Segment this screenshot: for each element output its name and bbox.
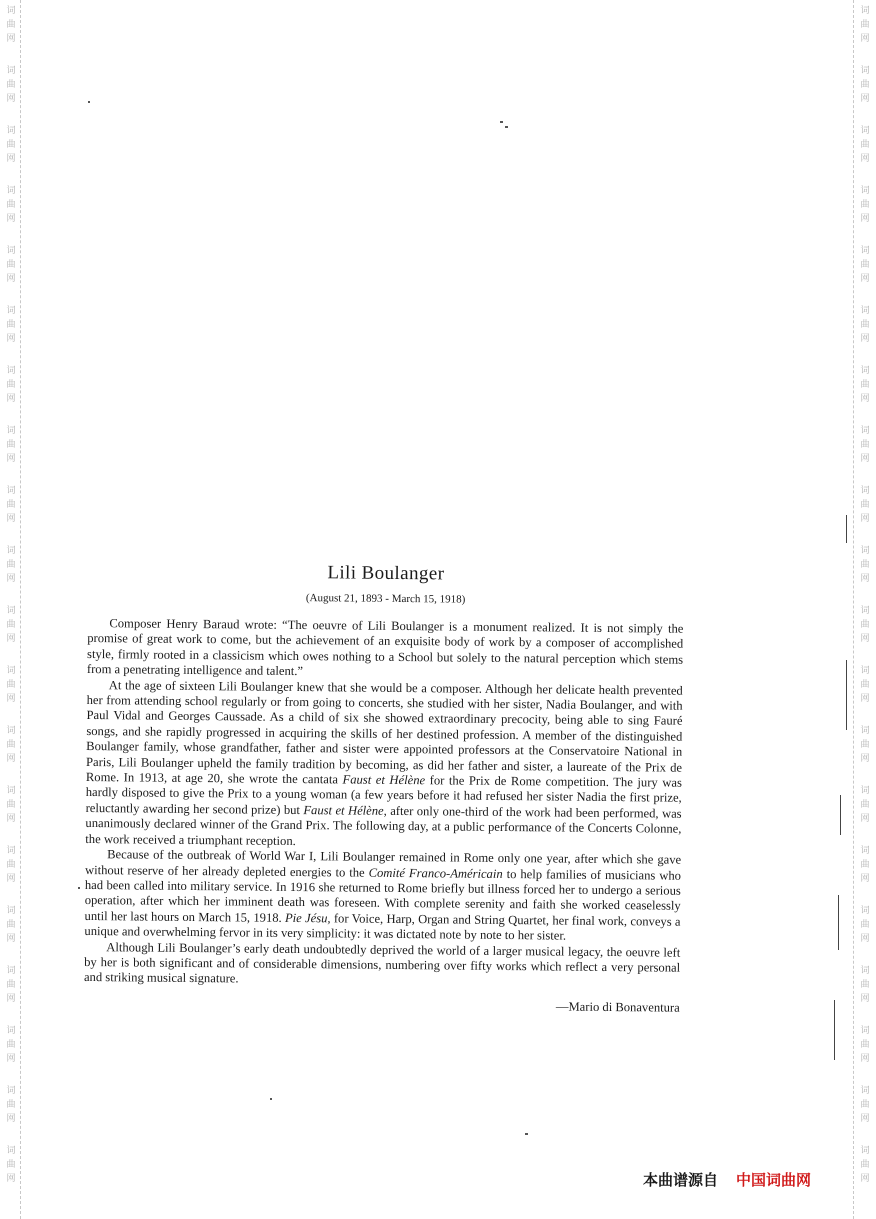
- watermark-group: [6, 304, 15, 364]
- watermark-char: 词: [860, 546, 870, 556]
- watermark-group: [6, 964, 15, 1024]
- watermark-char: 曲: [6, 1100, 16, 1110]
- watermark-char: 曲: [860, 260, 870, 270]
- watermark-char: 网: [6, 274, 16, 284]
- scan-speck: [525, 1133, 528, 1135]
- watermark-char: 曲: [860, 80, 870, 90]
- watermark-char: 网: [6, 334, 16, 344]
- watermark-group: [860, 184, 869, 244]
- paragraph-text: Although Lili Boulanger’s early death undoubtedly deprived the world of a larger musical legacy, the oeuvre left by her is both significant and of considerable dimensions, numbering over fifty works which reflect a very personal and striking musical signature.: [83, 939, 681, 986]
- watermark-group: [6, 904, 15, 964]
- watermark-char: 曲: [860, 980, 870, 990]
- watermark-group: [6, 124, 15, 184]
- watermark-char: 曲: [860, 1100, 870, 1110]
- paragraph-text: Composer Henry Baraud wrote: “The oeuvre of Lili Boulanger is a monument realized. It is not simply the promise of great work to come, but the achievement of an exquisite body of work by a composer of accomplished style, firmly rooted in a classicism which owes nothing to a School but solely to the natural perception which stems from a penetrating intelligence and talent.”: [86, 616, 684, 679]
- watermark-char: 词: [860, 366, 870, 376]
- watermark-char: 曲: [860, 140, 870, 150]
- watermark-group: [6, 844, 15, 904]
- watermark-group: [6, 424, 15, 484]
- watermark-char: 词: [6, 786, 16, 796]
- watermark-char: 曲: [860, 320, 870, 330]
- watermark-char: 词: [6, 846, 16, 856]
- watermark-char: 曲: [6, 200, 16, 210]
- watermark-char: 词: [860, 846, 870, 856]
- watermark-char: 网: [860, 154, 870, 164]
- watermark-group: [860, 424, 869, 484]
- watermark-char: 词: [6, 666, 16, 676]
- watermark-char: 网: [6, 814, 16, 824]
- paragraph-text: for the Prix de Rome competition. The jury was hardly disposed to give the Prix to a young woman (a few years before it had refused her sister Nadia the first prize, reluctantly awarding her second prize) but: [85, 773, 682, 817]
- watermark-char: 网: [6, 994, 16, 1004]
- watermark-char: 网: [860, 1054, 870, 1064]
- watermark-group: [860, 964, 869, 1024]
- watermark-char: 词: [860, 606, 870, 616]
- site-name: 中国词曲网: [736, 1171, 812, 1189]
- left-watermark-strip: [3, 0, 19, 1219]
- scan-speck: [270, 1098, 272, 1100]
- watermark-char: 曲: [6, 980, 16, 990]
- source-label: 本曲谱源自: [643, 1171, 719, 1189]
- watermark-char: 曲: [6, 80, 16, 90]
- body-paragraph: [85, 678, 683, 853]
- watermark-char: 网: [860, 214, 870, 224]
- scan-edge-mark: [846, 515, 847, 543]
- paragraph-text: Because of the outbreak of World War I, Lili Boulanger remained in Rome only one year, after which she gave without reserve of her already depleted energies to the: [84, 847, 682, 880]
- watermark-group: [860, 604, 869, 664]
- watermark-group: [860, 1024, 869, 1084]
- watermark-char: 曲: [860, 500, 870, 510]
- watermark-char: 词: [6, 366, 16, 376]
- watermark-char: 曲: [860, 920, 870, 930]
- watermark-char: 词: [6, 186, 16, 196]
- watermark-char: 词: [6, 1146, 16, 1156]
- watermark-char: 曲: [860, 440, 870, 450]
- paragraphs: [84, 616, 684, 991]
- watermark-char: 词: [6, 906, 16, 916]
- watermark-char: 曲: [860, 680, 870, 690]
- source-footer: [643, 1169, 853, 1190]
- author-signature: —Mario di Bonaventura: [555, 999, 680, 1015]
- watermark-group: [860, 544, 869, 604]
- body-paragraph: [84, 847, 681, 945]
- watermark-char: 网: [6, 394, 16, 404]
- watermark-group: [6, 364, 15, 424]
- watermark-char: 网: [6, 754, 16, 764]
- watermark-char: 曲: [6, 1160, 16, 1170]
- watermark-group: [860, 904, 869, 964]
- watermark-group: [6, 544, 15, 604]
- watermark-char: 网: [860, 934, 870, 944]
- watermark-char: 词: [6, 66, 16, 76]
- watermark-group: [860, 784, 869, 844]
- watermark-char: 词: [6, 246, 16, 256]
- watermark-char: 曲: [6, 860, 16, 870]
- watermark-char: 词: [6, 486, 16, 496]
- watermark-char: 曲: [6, 440, 16, 450]
- watermark-char: 网: [860, 574, 870, 584]
- watermark-group: [6, 664, 15, 724]
- watermark-char: 网: [860, 1174, 870, 1184]
- body-paragraph: [84, 940, 680, 992]
- document-title: Lili Boulanger: [327, 562, 445, 585]
- watermark-char: 曲: [6, 800, 16, 810]
- watermark-char: 网: [6, 154, 16, 164]
- watermark-char: 词: [6, 546, 16, 556]
- watermark-char: 网: [860, 1114, 870, 1124]
- watermark-char: 词: [6, 126, 16, 136]
- paragraph-text: At the age of sixteen Lili Boulanger knew that she would be a composer. Although her delicate health prevented her from attending school regularly or from going to concerts, she studied with her sister, Nadia Boulanger, and with Paul Vidal and Georges Caussade. As a child of six she showed extraordinary precocity, being able to sing Fauré songs, and she rapidly progressed in acquiring the skills of her destined profession. A member of the distinguished Boulanger family, whose grandfather, father and sister were appointed professors at the Conservatoire National in Paris, Lili Boulanger upheld the family tradition by becoming, as did her father and sister, a laureate of the Prix de Rome. In 1913, at age 20, she wrote the cantata: [85, 677, 683, 787]
- watermark-group: [860, 844, 869, 904]
- watermark-char: 曲: [860, 380, 870, 390]
- watermark-char: 词: [860, 1146, 870, 1156]
- italic-work-title: Pie Jésu,: [284, 910, 331, 926]
- watermark-char: 词: [6, 1086, 16, 1096]
- watermark-group: [6, 1144, 15, 1204]
- watermark-char: 词: [860, 966, 870, 976]
- scan-edge-marks: [826, 500, 856, 1120]
- watermark-group: [860, 364, 869, 424]
- watermark-char: 词: [860, 246, 870, 256]
- watermark-char: 词: [860, 1086, 870, 1096]
- watermark-group: [6, 1084, 15, 1144]
- watermark-char: 曲: [6, 1040, 16, 1050]
- watermark-char: 曲: [6, 20, 16, 30]
- watermark-char: 曲: [6, 320, 16, 330]
- italic-work-title: Faust et Hélène: [303, 802, 384, 818]
- watermark-char: 网: [6, 1174, 16, 1184]
- watermark-char: 曲: [860, 1040, 870, 1050]
- watermark-char: 词: [860, 186, 870, 196]
- watermark-char: 词: [6, 726, 16, 736]
- watermark-char: 网: [860, 754, 870, 764]
- watermark-char: 词: [6, 606, 16, 616]
- watermark-char: 网: [6, 934, 16, 944]
- watermark-group: [6, 244, 15, 304]
- watermark-char: 词: [6, 426, 16, 436]
- watermark-group: [6, 484, 15, 544]
- watermark-char: 曲: [6, 560, 16, 570]
- watermark-group: [860, 244, 869, 304]
- watermark-char: 词: [860, 306, 870, 316]
- watermark-char: 网: [860, 394, 870, 404]
- watermark-char: 网: [860, 694, 870, 704]
- life-dates: (August 21, 1893 - March 15, 1918): [305, 592, 466, 606]
- watermark-group: [860, 4, 869, 64]
- scan-speck: [88, 101, 90, 103]
- watermark-char: 网: [860, 34, 870, 44]
- watermark-char: 词: [860, 786, 870, 796]
- paragraph-text: to help families of musicians who had been called into military service. In 1916 she returned to Rome briefly but illness forced her to undergo a serious operation, after which her imminent death was foreseen. With complete serenity and faith she worked ceaselessly until her last hours on March 15, 1918.: [84, 866, 682, 925]
- watermark-char: 网: [6, 1054, 16, 1064]
- watermark-char: 词: [860, 66, 870, 76]
- watermark-char: 网: [860, 874, 870, 884]
- watermark-char: 网: [6, 454, 16, 464]
- italic-work-title: Faust et Hélène: [342, 772, 426, 788]
- watermark-group: [6, 724, 15, 784]
- watermark-char: 网: [6, 514, 16, 524]
- watermark-char: 网: [6, 94, 16, 104]
- watermark-char: 词: [860, 906, 870, 916]
- watermark-char: 网: [6, 694, 16, 704]
- watermark-group: [860, 124, 869, 184]
- watermark-group: [860, 724, 869, 784]
- scan-edge-mark: [840, 795, 841, 835]
- watermark-char: 网: [860, 634, 870, 644]
- scan-edge-mark: [846, 660, 847, 730]
- watermark-char: 曲: [860, 1160, 870, 1170]
- right-watermark-strip: [857, 0, 873, 1219]
- watermark-char: 曲: [860, 200, 870, 210]
- watermark-group: [6, 784, 15, 844]
- watermark-char: 曲: [6, 920, 16, 930]
- watermark-char: 网: [6, 1114, 16, 1124]
- watermark-char: 曲: [860, 20, 870, 30]
- watermark-group: [6, 184, 15, 244]
- document-body: [84, 560, 684, 1015]
- watermark-char: 曲: [860, 800, 870, 810]
- watermark-char: 网: [860, 514, 870, 524]
- watermark-char: 曲: [860, 620, 870, 630]
- watermark-char: 词: [860, 426, 870, 436]
- body-paragraph: [87, 616, 684, 683]
- watermark-char: 词: [860, 6, 870, 16]
- watermark-char: 网: [6, 214, 16, 224]
- watermark-char: 网: [6, 634, 16, 644]
- paragraph-text: , after only one-third of the work had been performed, was unanimously declared winner of the Grand Prix. The following day, at a public performance of the Concerts Colonne, the work received a triumphant reception.: [85, 803, 682, 848]
- watermark-char: 词: [6, 966, 16, 976]
- watermark-char: 网: [860, 334, 870, 344]
- watermark-char: 词: [860, 486, 870, 496]
- watermark-char: 网: [860, 274, 870, 284]
- watermark-char: 曲: [6, 260, 16, 270]
- watermark-char: 曲: [6, 380, 16, 390]
- italic-work-title: Comité Franco-Américain: [368, 865, 503, 881]
- watermark-char: 曲: [6, 500, 16, 510]
- watermark-group: [860, 1084, 869, 1144]
- scan-edge-mark: [834, 1000, 835, 1060]
- watermark-char: 词: [6, 306, 16, 316]
- watermark-char: 曲: [6, 740, 16, 750]
- watermark-char: 网: [6, 34, 16, 44]
- watermark-char: 曲: [6, 620, 16, 630]
- watermark-group: [860, 664, 869, 724]
- watermark-char: 网: [6, 574, 16, 584]
- watermark-char: 词: [860, 726, 870, 736]
- watermark-char: 曲: [6, 140, 16, 150]
- watermark-group: [6, 4, 15, 64]
- watermark-char: 网: [860, 994, 870, 1004]
- scan-speck: [78, 887, 80, 889]
- watermark-group: [6, 1024, 15, 1084]
- watermark-char: 网: [860, 454, 870, 464]
- scan-speck: [500, 121, 503, 123]
- scan-edge-mark: [838, 895, 839, 950]
- watermark-group: [860, 484, 869, 544]
- watermark-char: 词: [860, 1026, 870, 1036]
- watermark-char: 网: [860, 814, 870, 824]
- watermark-group: [860, 304, 869, 364]
- watermark-char: 曲: [6, 680, 16, 690]
- watermark-char: 词: [6, 6, 16, 16]
- watermark-group: [6, 604, 15, 664]
- watermark-char: 曲: [860, 860, 870, 870]
- watermark-group: [860, 64, 869, 124]
- watermark-char: 词: [860, 666, 870, 676]
- paragraph-text: for Voice, Harp, Organ and String Quartet, her final work, conveys a unique and overwhelming fervor in its very simplicity: it was dictated note by note to her sister.: [84, 911, 681, 943]
- watermark-char: 词: [6, 1026, 16, 1036]
- left-dashed-border: [20, 0, 21, 1219]
- watermark-group: [860, 1144, 869, 1204]
- watermark-char: 网: [6, 874, 16, 884]
- watermark-char: 曲: [860, 740, 870, 750]
- watermark-char: 曲: [860, 560, 870, 570]
- scan-speck: [505, 126, 508, 128]
- watermark-group: [6, 64, 15, 124]
- watermark-char: 词: [860, 126, 870, 136]
- watermark-char: 网: [860, 94, 870, 104]
